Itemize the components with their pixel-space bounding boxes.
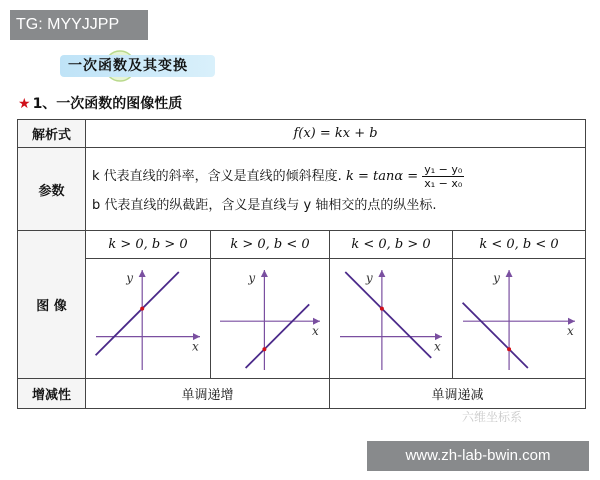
graph-cell [211,259,330,378]
trend-decreasing: 单调递减 [330,378,586,408]
properties-table [17,119,586,409]
x-axis-label: x [434,339,441,354]
formula-row [18,120,586,148]
slope-description [86,163,585,190]
watermark: 六维坐标系 [462,410,523,424]
intercept-description: b 代表直线的纵截距，含义是直线与 y 轴相交的点的纵坐标. [92,197,437,213]
function-graph [214,264,326,374]
case-label: k < 0, b < 0 [453,231,586,259]
subheading-text: 1、一次函数的图像性质 [32,96,183,112]
slope-formula: k = tanα = [345,168,419,184]
function-graph [457,264,581,374]
case-label: k < 0, b > 0 [330,231,453,259]
graph-cell [86,259,211,378]
params-row-head: 参数 [18,148,86,231]
x-axis-label: x [192,339,199,354]
x-axis-label: x [567,323,574,338]
formula-value: f(x) = kx + b [86,120,586,148]
slope-fraction [422,163,464,190]
case-label-row [18,231,586,259]
function-line [96,272,179,355]
params-cell [86,148,586,231]
params-row [18,148,586,231]
y-intercept-point [380,306,384,310]
subheading [18,93,182,113]
y-intercept-point [262,347,266,351]
x-axis-label: x [312,323,319,338]
url-badge: www.zh-lab-bwin.com [367,441,589,471]
function-graph [334,264,448,374]
graph-row [18,259,586,378]
trend-row-head: 增减性 [18,378,86,408]
function-line [463,302,528,367]
y-intercept-point [507,347,511,351]
y-axis-label: y [365,270,373,285]
y-intercept-point [140,306,144,310]
function-line [246,304,310,368]
star-icon: ★ [18,96,31,112]
trend-row [18,378,586,408]
trend-increasing: 单调递增 [86,378,330,408]
case-label: k > 0, b < 0 [211,231,330,259]
slope-text: k 代表直线的斜率，含义是直线的倾斜程度. [92,168,342,184]
tg-badge: TG: MYYJJPP [10,10,148,40]
formula-row-head: 解析式 [18,120,86,148]
slope-denominator: x₁ − x₀ [424,176,463,190]
y-axis-label: y [493,270,500,285]
graph-cell [330,259,453,378]
slope-numerator: y₁ − y₀ [424,162,463,176]
function-graph [90,264,206,374]
graph-cell [453,259,586,378]
function-line [345,272,431,358]
y-axis-label: y [126,270,133,285]
y-axis-label: y [248,270,256,285]
case-label: k > 0, b > 0 [86,231,211,259]
section-title: 一次函数及其变换 [60,55,215,77]
graph-row-head: 图 像 [18,231,86,379]
